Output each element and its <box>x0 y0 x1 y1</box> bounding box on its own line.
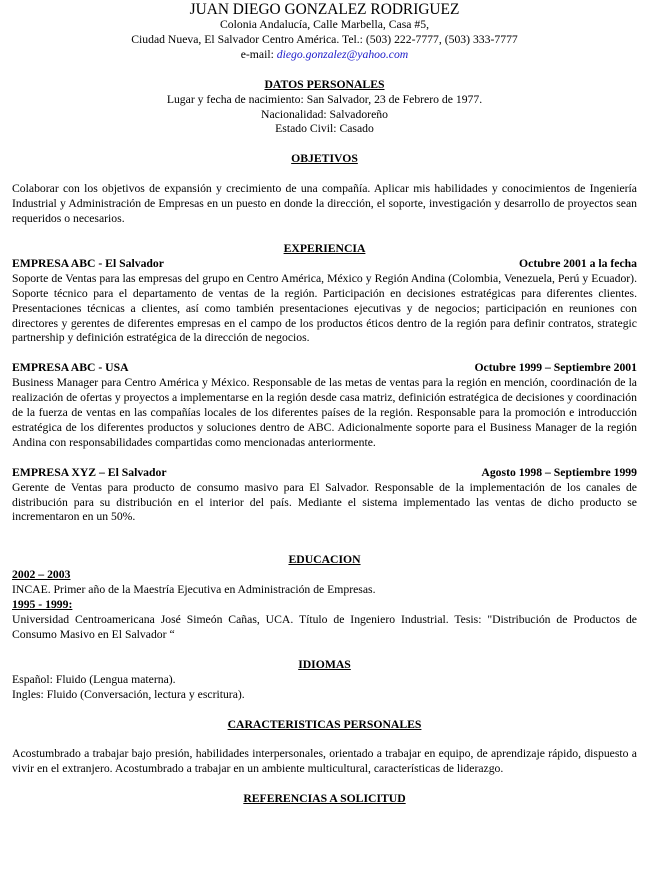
language-line-2: Ingles: Fluido (Conversación, lectura y escritura). <box>12 687 245 701</box>
objectives-text: Colaborar con los objetivos de expansión y crecimiento de una compañía. Aplicar mis habilidades y conocimientos de Ingeniería Industrial y Administración de Empresas en un puesto en donde la dirección, el soporte, investigación y desarrollo de proyectos sean requeridos o necesarios. <box>12 182 637 226</box>
job-company: EMPRESA ABC - El Salvador <box>12 256 164 270</box>
resume-page <box>12 0 637 807</box>
section-title-references: REFERENCIAS A SOLICITUD <box>243 792 406 806</box>
job-description: Gerente de Ventas para producto de consumo masivo para El Salvador. Responsable de la implementación de los canales de distribución para su distribución en el interior del país. Mediante el sistema implementado las ventas de dicho producto se incrementaron en un 50%. <box>12 480 637 524</box>
nationality-info: Nacionalidad: Salvadoreño <box>261 107 388 121</box>
address-line-2: Ciudad Nueva, El Salvador Centro América. Tel.: (503) 222-7777, (503) 333-7777 <box>131 32 518 46</box>
birth-info: Lugar y fecha de nacimiento: San Salvador, 23 de Febrero de 1977. <box>166 92 483 106</box>
section-title-languages: IDIOMAS <box>298 657 351 671</box>
civil-status-info: Estado Civil: Casado <box>275 122 374 136</box>
candidate-name: JUAN DIEGO GONZALEZ RODRIGUEZ <box>189 1 460 18</box>
job-description: Business Manager para Centro América y México. Responsable de las metas de ventas para la región en mención, coordinación de la realización de ofertas y proyectos a implementarse en la región desde casa matriz, definición estratégica de decisiones y coordinación de la fuerza de ventas en las compañías locales de los diferentes países de la región. Responsable para la promoción e introducción estratégica de los diferentes productos y soluciones dentro de ABC. Adicionalmente soporte para el Business Manager de la región Andina con responsabilidades compartidas como mencionadas anteriormente. <box>12 376 637 449</box>
section-title-traits: CARACTERISTICAS PERSONALES <box>227 717 422 731</box>
address-line-1: Colonia Andalucía, Calle Marbella, Casa #5, <box>219 18 430 31</box>
education-period-1: 2002 – 2003 <box>12 568 71 582</box>
job-dates: Octubre 2001 a la fecha <box>519 256 637 270</box>
email-label: e-mail: <box>240 47 274 61</box>
email-line <box>12 48 637 63</box>
section-title-personal: DATOS PERSONALES <box>264 77 385 91</box>
section-title-education: EDUCACION <box>288 553 361 567</box>
job-dates: Agosto 1998 – Septiembre 1999 <box>481 465 637 479</box>
section-title-experience: EXPERIENCIA <box>283 241 366 255</box>
job-description: Soporte de Ventas para las empresas del grupo en Centro América, México y Región Andina (Colombia, Venezuela, Perú y Ecuador). Soporte técnico para el departamento de ventas de la región. Participación en decisiones estratégicas para diferentes clientes. Presentaciones técnicas a clientes, así como también presentaciones ejecutivas y de negocios; participación en reuniones con directores y gerentes de diferentes empresas en el campo de los productos éticos dentro de la región para definir contratos, strategic partnership y definición estratégica de la dirección de negocios. <box>12 271 637 345</box>
job-company: EMPRESA ABC - USA <box>12 361 129 375</box>
job-dates: Octubre 1999 – Septiembre 2001 <box>474 361 637 375</box>
email-link[interactable]: diego.gonzalez@yahoo.com <box>276 47 409 61</box>
job-header <box>12 466 637 481</box>
job-company: EMPRESA XYZ – El Salvador <box>12 465 167 479</box>
job-header <box>12 257 637 272</box>
education-period-2: 1995 - 1999: <box>12 598 73 612</box>
section-title-objectives: OBJETIVOS <box>291 152 358 166</box>
education-text-2: Universidad Centroamericana José Simeón Cañas, UCA. Título de Ingeniero Industrial. Tesis: "Distribución de Productos de Consumo Masivo en El Salvador “ <box>12 613 637 641</box>
job-header <box>12 361 637 376</box>
traits-text: Acostumbrado a trabajar bajo presión, habilidades interpersonales, orientado a trabajar en equipo, de aprendizaje rápido, dispuesto a vivir en el extranjero. Acostumbrado a trabajar en un ambiente multicultural, características de liderazgo. <box>12 747 637 776</box>
language-line-1: Español: Fluido (Lengua materna). <box>12 672 176 686</box>
education-text-1: INCAE. Primer año de la Maestría Ejecutiva en Administración de Empresas. <box>12 583 376 597</box>
